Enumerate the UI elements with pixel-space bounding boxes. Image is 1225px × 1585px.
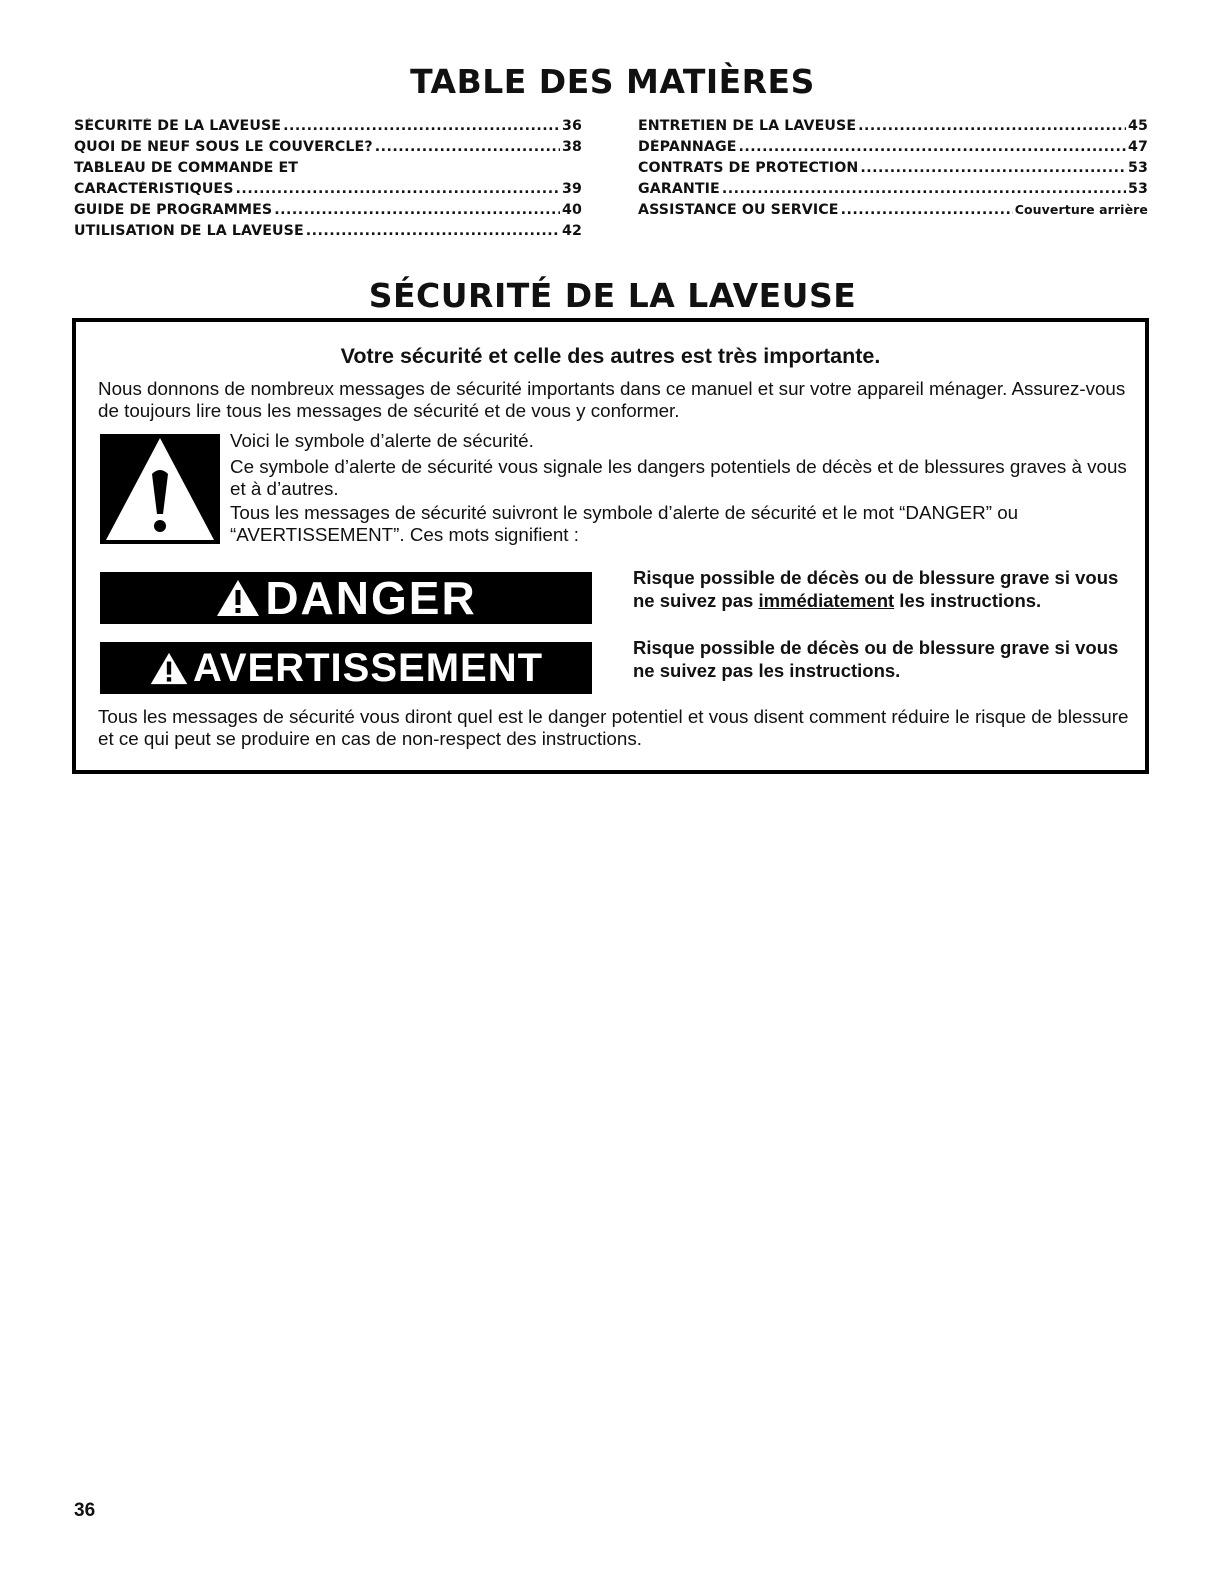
toc-entry-label: ENTRETIEN DE LA LAVEUSE xyxy=(638,118,857,134)
warning-label: AVERTISSEMENT xyxy=(192,645,544,690)
toc-entry[interactable] xyxy=(74,118,582,139)
safety-intro-text: Nous donnons de nombreux messages de sécurité importants dans ce manuel et sur votre appareil ménager. Assurez-vous de toujours lire tous les messages de sécurité et de vous y conformer. xyxy=(98,378,1126,421)
warning-triangle-icon xyxy=(215,578,261,618)
safety-heading: Votre sécurité et celle des autres est très importante. xyxy=(340,344,881,368)
toc-entry-label: UTILISATION DE LA LAVEUSE xyxy=(74,223,304,239)
toc-entry-page: 36 xyxy=(562,118,582,134)
toc-entry-label: ASSISTANCE OU SERVICE xyxy=(638,202,839,218)
toc-entry-label: GARANTIE xyxy=(638,181,720,197)
toc-entry-page: 40 xyxy=(562,202,582,218)
toc-entry-label: TABLEAU DE COMMANDE ET xyxy=(74,160,299,176)
toc-entry[interactable] xyxy=(74,139,582,160)
signal-words-intro: Tous les messages de sécurité suivront le symbole d’alerte de sécurité et le mot “DANGER” ou “AVERTISSEMENT”. Ces mots signifient : xyxy=(230,502,1019,545)
toc-title: TABLE DES MATIÈRES xyxy=(410,62,815,101)
toc-entry-label: QUOI DE NEUF SOUS LE COUVERCLE? xyxy=(74,139,373,155)
alert-symbol-text: Voici le symbole d’alerte de sécurité. xyxy=(230,430,534,451)
toc-leader-dots xyxy=(375,139,560,155)
toc-entry[interactable] xyxy=(638,181,1148,202)
toc-leader-dots xyxy=(274,202,560,218)
warning-description: Risque possible de décès ou de blessure grave si vous ne suivez pas les instructions. xyxy=(633,637,1119,681)
toc-entry[interactable] xyxy=(638,160,1148,181)
toc-entry[interactable] xyxy=(74,181,582,202)
toc-entry[interactable] xyxy=(74,202,582,223)
danger-description: Risque possible de décès ou de blessure grave si vous ne suivez pas immédiatement les instructions. xyxy=(633,567,1119,611)
toc-leader-dots xyxy=(236,181,561,197)
toc-entry[interactable] xyxy=(638,118,1148,139)
toc-entry-page: 39 xyxy=(562,181,582,197)
toc-entry-label: SÉCURITÉ DE LA LAVEUSE xyxy=(74,118,282,134)
toc-entry-page: 53 xyxy=(1128,181,1148,197)
toc-leader-dots xyxy=(739,139,1127,155)
toc-entry-page: 42 xyxy=(562,223,582,239)
toc-entry[interactable] xyxy=(638,139,1148,160)
safety-notice-box xyxy=(72,318,1149,774)
toc-entry-page: 38 xyxy=(562,139,582,155)
danger-label: DANGER xyxy=(265,572,477,624)
toc-entry[interactable] xyxy=(638,202,1148,223)
alert-symbol-description: Ce symbole d’alerte de sécurité vous signale les dangers potentiels de décès et de blessures graves à vous et à d’autres. xyxy=(230,456,1127,499)
toc-leader-dots xyxy=(306,223,560,239)
toc-leader-dots xyxy=(858,118,1126,134)
toc-entry-page: 47 xyxy=(1128,139,1148,155)
toc-entry-label: CONTRATS DE PROTECTION xyxy=(638,160,859,176)
toc-leader-dots xyxy=(283,118,560,134)
toc-entry-page: Couverture arrière xyxy=(1014,202,1148,217)
toc-leader-dots xyxy=(722,181,1126,197)
toc-left-column xyxy=(74,118,582,244)
toc-entry-continued[interactable] xyxy=(74,160,582,181)
warning-triangle-icon xyxy=(149,651,189,686)
toc-leader-dots xyxy=(860,160,1126,176)
toc-entry-label: DÉPANNAGE xyxy=(638,139,737,155)
safety-alert-icon xyxy=(100,434,220,544)
toc-entry-page: 53 xyxy=(1128,160,1148,176)
toc-entry-label: CARACTÉRISTIQUES xyxy=(74,181,234,197)
toc-entry-label: GUIDE DE PROGRAMMES xyxy=(74,202,273,218)
toc-right-column xyxy=(638,118,1148,223)
safety-closing-text: Tous les messages de sécurité vous diront quel est le danger potentiel et vous disent comment réduire le risque de blessure et ce qui peut se produire en cas de non-respect des instructions. xyxy=(98,706,1129,749)
section-title: SÉCURITÉ DE LA LAVEUSE xyxy=(368,276,857,315)
page-number: 36 xyxy=(74,1500,96,1521)
danger-signal-banner xyxy=(100,572,592,624)
warning-signal-banner xyxy=(100,642,592,694)
toc-entry-page: 45 xyxy=(1128,118,1148,134)
toc-entry[interactable] xyxy=(74,223,582,244)
toc-leader-dots xyxy=(841,202,1013,218)
